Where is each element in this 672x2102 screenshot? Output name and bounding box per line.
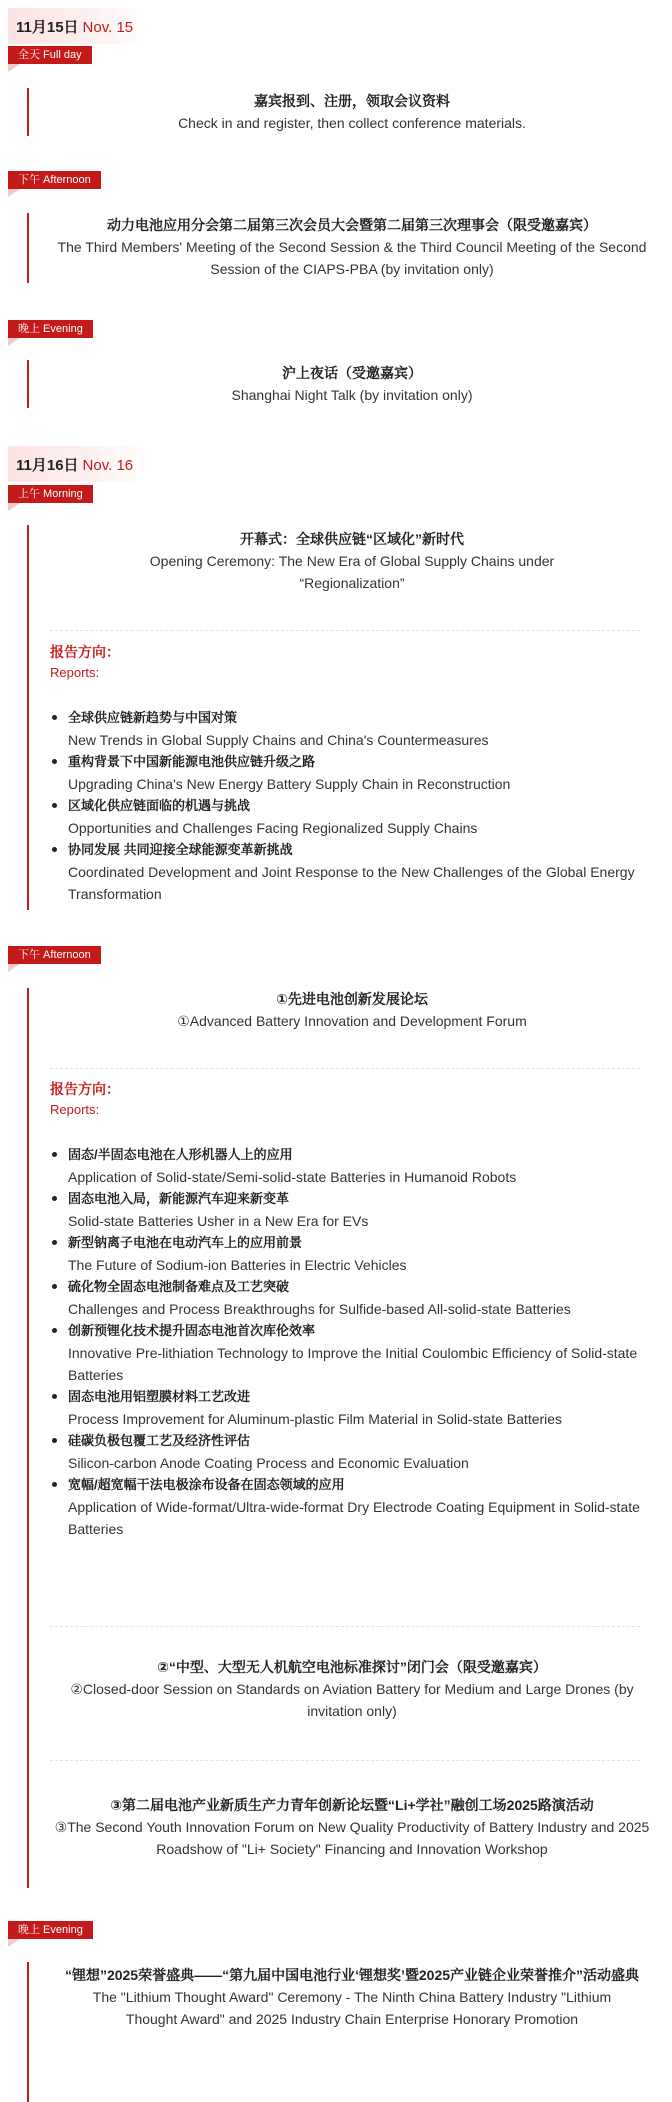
tag-corner — [8, 338, 20, 346]
list-item — [50, 1232, 650, 1276]
date-en: Nov. 16 — [82, 457, 134, 474]
item-title-en: The "Lithium Thought Award" Ceremony - The Ninth China Battery Industry "Lithium Thought Award" and 2025 Industry Chain Enterprise Honorary Promotion — [92, 1989, 612, 2027]
report-cn: 固态/半固态电池在人形机器人上的应用 — [68, 1147, 293, 1162]
item-title-cn: 沪上夜话（受邀嘉宾） — [282, 365, 422, 381]
divider — [50, 1068, 640, 1069]
session-item — [40, 1964, 664, 2030]
report-cn: 协同发展 共同迎接全球能源变革新挑战 — [68, 842, 293, 857]
item-title-en: ②Closed-door Session on Standards on Aviation Battery for Medium and Large Drones (by invitation only) — [70, 1681, 634, 1719]
reports-label-en: Reports: — [50, 665, 100, 680]
list-item — [50, 707, 650, 751]
report-en: Silicon-carbon Anode Coating Process and Economic Evaluation — [68, 1455, 469, 1471]
report-cn: 全球供应链新趋势与中国对策 — [68, 710, 238, 725]
item-title-en: Shanghai Night Talk (by invitation only) — [231, 387, 473, 403]
list-item — [50, 751, 650, 795]
report-en: The Future of Sodium-ion Batteries in Electric Vehicles — [68, 1257, 407, 1273]
date-header — [8, 8, 148, 44]
session-item — [40, 988, 664, 1032]
timeline-line — [27, 360, 29, 408]
session-tag: 晚上 Evening — [8, 320, 93, 338]
session-tag: 晚上 Evening — [8, 1921, 93, 1939]
report-cn: 硫化物全固态电池制备难点及工艺突破 — [68, 1279, 290, 1294]
report-en: Solid-state Batteries Usher in a New Era for EVs — [68, 1213, 369, 1229]
report-cn: 硅碳负极包覆工艺及经济性评估 — [68, 1433, 251, 1448]
session-item — [40, 1656, 664, 1722]
session-tag: 下午 Afternoon — [8, 171, 101, 189]
reports-list — [50, 1144, 650, 1540]
list-item — [50, 1320, 650, 1386]
report-cn: 创新预锂化技术提升固态电池首次库伦效率 — [68, 1323, 316, 1338]
item-title-en: Opening Ceremony: The New Era of Global Supply Chains under “Regionalization” — [149, 553, 555, 591]
date-cn: 11月15日 — [16, 19, 79, 36]
reports-label-en: Reports: — [50, 1102, 100, 1117]
divider — [50, 1760, 640, 1761]
report-cn: 宽幅/超宽幅干法电极涂布设备在固态领域的应用 — [68, 1477, 345, 1492]
report-cn: 固态电池入局，新能源汽车迎来新变革 — [68, 1191, 290, 1206]
report-en: Upgrading China's New Energy Battery Supply Chain in Reconstruction — [68, 776, 511, 792]
item-title-cn: 开幕式：全球供应链“区域化”新时代 — [240, 531, 464, 547]
session-item — [40, 528, 664, 594]
item-title-cn: 嘉宾报到、注册，领取会议资料 — [254, 93, 450, 109]
report-cn: 固态电池用铝塑膜材料工艺改进 — [68, 1389, 251, 1404]
list-item — [50, 1144, 650, 1188]
report-en: Application of Solid-state/Semi-solid-state Batteries in Humanoid Robots — [68, 1169, 517, 1185]
list-item — [50, 1188, 650, 1232]
divider — [50, 1626, 640, 1627]
timeline-line — [27, 213, 29, 283]
list-item — [50, 1386, 650, 1430]
item-title-cn: “锂想”2025荣誉盛典——“第九届中国电池行业‘锂想奖’暨2025产业链企业荣誉推介”活动盛典 — [64, 1967, 640, 1983]
timeline-line — [27, 1962, 29, 2102]
item-title-en: ①Advanced Battery Innovation and Development Forum — [177, 1013, 527, 1029]
report-en: New Trends in Global Supply Chains and China's Countermeasures — [68, 732, 489, 748]
reports-list — [50, 707, 650, 905]
session-tag: 全天 Full day — [8, 46, 92, 64]
list-item — [50, 1474, 650, 1540]
report-en: Application of Wide-format/Ultra-wide-format Dry Electrode Coating Equipment in Solid-state Batteries — [68, 1499, 640, 1537]
report-en: Process Improvement for Aluminum-plastic Film Material in Solid-state Batteries — [68, 1411, 563, 1427]
item-title-en: The Third Members' Meeting of the Second Session & the Third Council Meeting of the Second Session of the CIAPS-PBA (by invitation only) — [57, 239, 647, 277]
tag-corner — [8, 64, 20, 72]
item-title-en: Check in and register, then collect conference materials. — [178, 115, 526, 131]
tag-corner — [8, 964, 20, 972]
session-item — [40, 90, 664, 134]
session-item — [40, 1794, 664, 1860]
report-en: Challenges and Process Breakthroughs for Sulfide-based All-solid-state Batteries — [68, 1301, 571, 1317]
report-en: Opportunities and Challenges Facing Regionalized Supply Chains — [68, 820, 478, 836]
report-cn: 新型钠离子电池在电动汽车上的应用前景 — [68, 1235, 303, 1250]
timeline-line — [27, 988, 29, 1888]
report-en: Coordinated Development and Joint Response to the New Challenges of the Global Energy Transformation — [68, 864, 635, 902]
timeline-line — [27, 88, 29, 136]
list-item — [50, 795, 650, 839]
session-tag: 上午 Morning — [8, 485, 93, 503]
session-tag: 下午 Afternoon — [8, 946, 101, 964]
item-title-cn: ①先进电池创新发展论坛 — [276, 991, 428, 1007]
tag-corner — [8, 1939, 20, 1947]
item-title-cn: 动力电池应用分会第二届第三次会员大会暨第二届第三次理事会（限受邀嘉宾） — [107, 217, 597, 233]
report-en: Innovative Pre-lithiation Technology to Improve the Initial Coulombic Efficiency of Solid-state Batteries — [68, 1345, 638, 1383]
date-cn: 11月16日 — [16, 457, 79, 474]
list-item — [50, 1276, 650, 1320]
reports-label-cn: 报告方向： — [50, 644, 120, 660]
session-item — [40, 214, 664, 280]
item-title-cn: ③第二届电池产业新质生产力青年创新论坛暨“Li+学社”融创工场2025路演活动 — [110, 1797, 594, 1813]
item-title-en: ③The Second Youth Innovation Forum on New Quality Productivity of Battery Industry and 2025 Roadshow of "Li+ Society" Financing and Innovation Workshop — [54, 1819, 650, 1857]
tag-corner — [8, 189, 20, 197]
date-en: Nov. 15 — [82, 19, 134, 36]
report-cn: 区域化供应链面临的机遇与挑战 — [68, 798, 251, 813]
timeline-line — [27, 525, 29, 910]
list-item — [50, 839, 650, 905]
divider — [50, 630, 640, 631]
session-item — [40, 362, 664, 406]
reports-label-cn: 报告方向： — [50, 1081, 120, 1097]
tag-corner — [8, 503, 20, 511]
item-title-cn: ②“中型、大型无人机航空电池标准探讨”闭门会（限受邀嘉宾） — [157, 1659, 547, 1675]
list-item — [50, 1430, 650, 1474]
report-cn: 重构背景下中国新能源电池供应链升级之路 — [68, 754, 316, 769]
date-header — [8, 446, 148, 482]
